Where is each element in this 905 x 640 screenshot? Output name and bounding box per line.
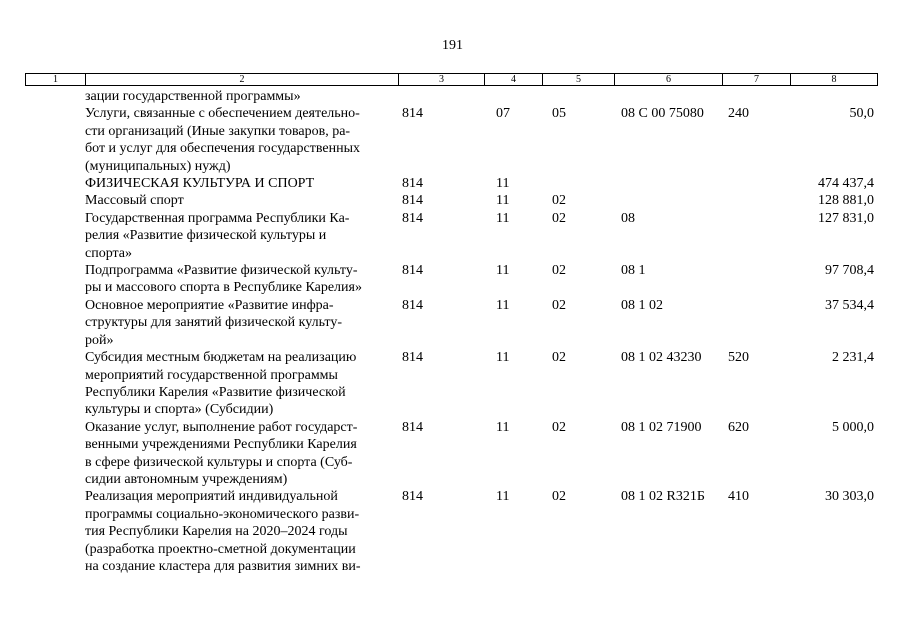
cell-name <box>85 419 402 489</box>
name-line: Республики Карелия «Развитие физической <box>85 384 346 400</box>
cell-target-article: 08 1 02 43230 <box>621 350 702 366</box>
cell-section: 11 <box>496 193 510 209</box>
name-line: мероприятий государственной программы <box>85 367 338 383</box>
name-line: зации государственной программы» <box>85 89 301 104</box>
name-line: ры и массового спорта в Республике Карелия» <box>85 280 362 296</box>
cell-ved: 814 <box>402 419 423 435</box>
cell-name <box>85 88 402 105</box>
name-line: на создание кластера для развития зимних ви- <box>85 558 361 574</box>
cell-subsection: 05 <box>552 106 566 122</box>
cell-subsection: 02 <box>552 489 566 505</box>
cell-expense-type <box>728 262 787 297</box>
cell-sum: 474 437,4 <box>818 176 874 192</box>
name-line: ФИЗИЧЕСКАЯ КУЛЬТУРА И СПОРТ <box>85 176 315 192</box>
cell-subsection: 02 <box>552 193 566 209</box>
cell-ved: 814 <box>402 106 423 122</box>
name-line: программы социально-экономического разви- <box>85 506 360 522</box>
cell-ved: 814 <box>402 263 423 279</box>
header-col-8: 8 <box>791 74 878 86</box>
cell-name <box>85 192 402 209</box>
cell-subsection: 02 <box>552 210 566 226</box>
name-line: Массовый спорт <box>85 193 184 209</box>
name-line: релия «Развитие физической культуры и <box>85 228 327 244</box>
header-col-2: 2 <box>86 74 399 86</box>
name-line: Основное мероприятие «Развитие инфра- <box>85 297 334 313</box>
header-col-6: 6 <box>615 74 723 86</box>
column-number-header <box>25 73 878 86</box>
name-line: сти организаций (Иные закупки товаров, ра- <box>85 123 351 139</box>
cell-expense-type <box>728 192 787 209</box>
cell-name <box>85 349 402 419</box>
cell-target-article: 08 <box>621 210 635 226</box>
name-line: Реализация мероприятий индивидуальной <box>85 489 338 505</box>
header-col-1: 1 <box>26 74 86 86</box>
name-line: сидии автономным учреждениям) <box>85 471 288 487</box>
name-line: Государственная программа Республики Ка- <box>85 210 350 226</box>
cell-sum: 50,0 <box>849 106 874 122</box>
cell-target-article: 08 1 02 <box>621 297 663 313</box>
budget-table <box>85 88 880 575</box>
cell-section: 11 <box>496 489 510 505</box>
cell-section: 11 <box>496 350 510 366</box>
cell-sum: 2 231,4 <box>832 350 874 366</box>
cell-target-article <box>621 88 728 105</box>
header-col-4: 4 <box>485 74 543 86</box>
cell-section: 11 <box>496 263 510 279</box>
cell-section: 11 <box>496 419 510 435</box>
table-row <box>85 488 880 575</box>
cell-name <box>85 488 402 575</box>
cell-expense-type: 620 <box>728 419 749 435</box>
cell-name <box>85 262 402 297</box>
name-line: культуры и спорта» (Субсидии) <box>85 402 274 418</box>
table-row <box>85 175 880 192</box>
name-line: Услуги, связанные с обеспечением деятельно- <box>85 106 360 122</box>
name-line: Оказание услуг, выполнение работ государст- <box>85 419 358 435</box>
cell-subsection <box>552 88 621 105</box>
cell-ved: 814 <box>402 193 423 209</box>
cell-expense-type: 410 <box>728 489 749 505</box>
name-line: спорта» <box>85 245 133 261</box>
name-line: рой» <box>85 332 114 348</box>
cell-target-article <box>621 192 728 209</box>
cell-ved: 814 <box>402 297 423 313</box>
name-line: Подпрограмма «Развитие физической культу- <box>85 263 358 279</box>
cell-subsection: 02 <box>552 263 566 279</box>
cell-name <box>85 105 402 175</box>
header-col-3: 3 <box>399 74 485 86</box>
cell-sum <box>787 88 880 105</box>
cell-target-article: 08 1 <box>621 263 646 279</box>
table-row <box>85 192 880 209</box>
cell-subsection <box>552 175 621 192</box>
cell-ved: 814 <box>402 350 423 366</box>
name-line: структуры для занятий физической культу- <box>85 315 343 331</box>
name-line: Субсидия местным бюджетам на реализацию <box>85 350 357 366</box>
cell-expense-type <box>728 88 787 105</box>
cell-expense-type: 240 <box>728 106 749 122</box>
cell-name <box>85 297 402 349</box>
cell-sum: 37 534,4 <box>825 297 874 313</box>
table-row <box>85 105 880 175</box>
table-row <box>85 262 880 297</box>
cell-section <box>496 88 552 105</box>
cell-subsection: 02 <box>552 297 566 313</box>
cell-section: 11 <box>496 210 510 226</box>
header-col-7: 7 <box>723 74 791 86</box>
table-row <box>85 419 880 489</box>
cell-expense-type <box>728 210 787 262</box>
name-line: (разработка проектно-сметной документации <box>85 541 356 557</box>
cell-ved: 814 <box>402 489 423 505</box>
cell-sum: 30 303,0 <box>825 489 874 505</box>
cell-target-article <box>621 175 728 192</box>
cell-subsection: 02 <box>552 419 566 435</box>
cell-sum: 97 708,4 <box>825 263 874 279</box>
cell-subsection: 02 <box>552 350 566 366</box>
header-col-5: 5 <box>543 74 615 86</box>
cell-ved: 814 <box>402 210 423 226</box>
cell-expense-type <box>728 297 787 349</box>
table-row <box>85 88 880 105</box>
name-line: венными учреждениями Республики Карелия <box>85 437 357 453</box>
name-line: (муниципальных) нужд) <box>85 158 231 174</box>
table-row <box>85 349 880 419</box>
name-line: бот и услуг для обеспечения государственных <box>85 141 360 157</box>
cell-sum: 127 831,0 <box>818 210 874 226</box>
cell-ved: 814 <box>402 176 423 192</box>
cell-target-article: 08 С 00 75080 <box>621 106 704 122</box>
cell-name <box>85 175 402 192</box>
cell-section: 11 <box>496 297 510 313</box>
cell-target-article: 08 1 02 R321Б <box>621 489 705 505</box>
cell-target-article: 08 1 02 71900 <box>621 419 702 435</box>
table-row <box>85 297 880 349</box>
name-line: тия Республики Карелия на 2020–2024 годы <box>85 524 348 540</box>
cell-section: 07 <box>496 106 510 122</box>
cell-expense-type: 520 <box>728 350 749 366</box>
cell-expense-type <box>728 175 787 192</box>
name-line: в сфере физической культуры и спорта (Суб- <box>85 454 353 470</box>
table-row <box>85 210 880 262</box>
cell-name <box>85 210 402 262</box>
cell-sum: 128 881,0 <box>818 193 874 209</box>
cell-sum: 5 000,0 <box>832 419 874 435</box>
cell-section: 11 <box>496 176 510 192</box>
page-number: 191 <box>442 38 463 53</box>
cell-ved <box>402 88 496 105</box>
